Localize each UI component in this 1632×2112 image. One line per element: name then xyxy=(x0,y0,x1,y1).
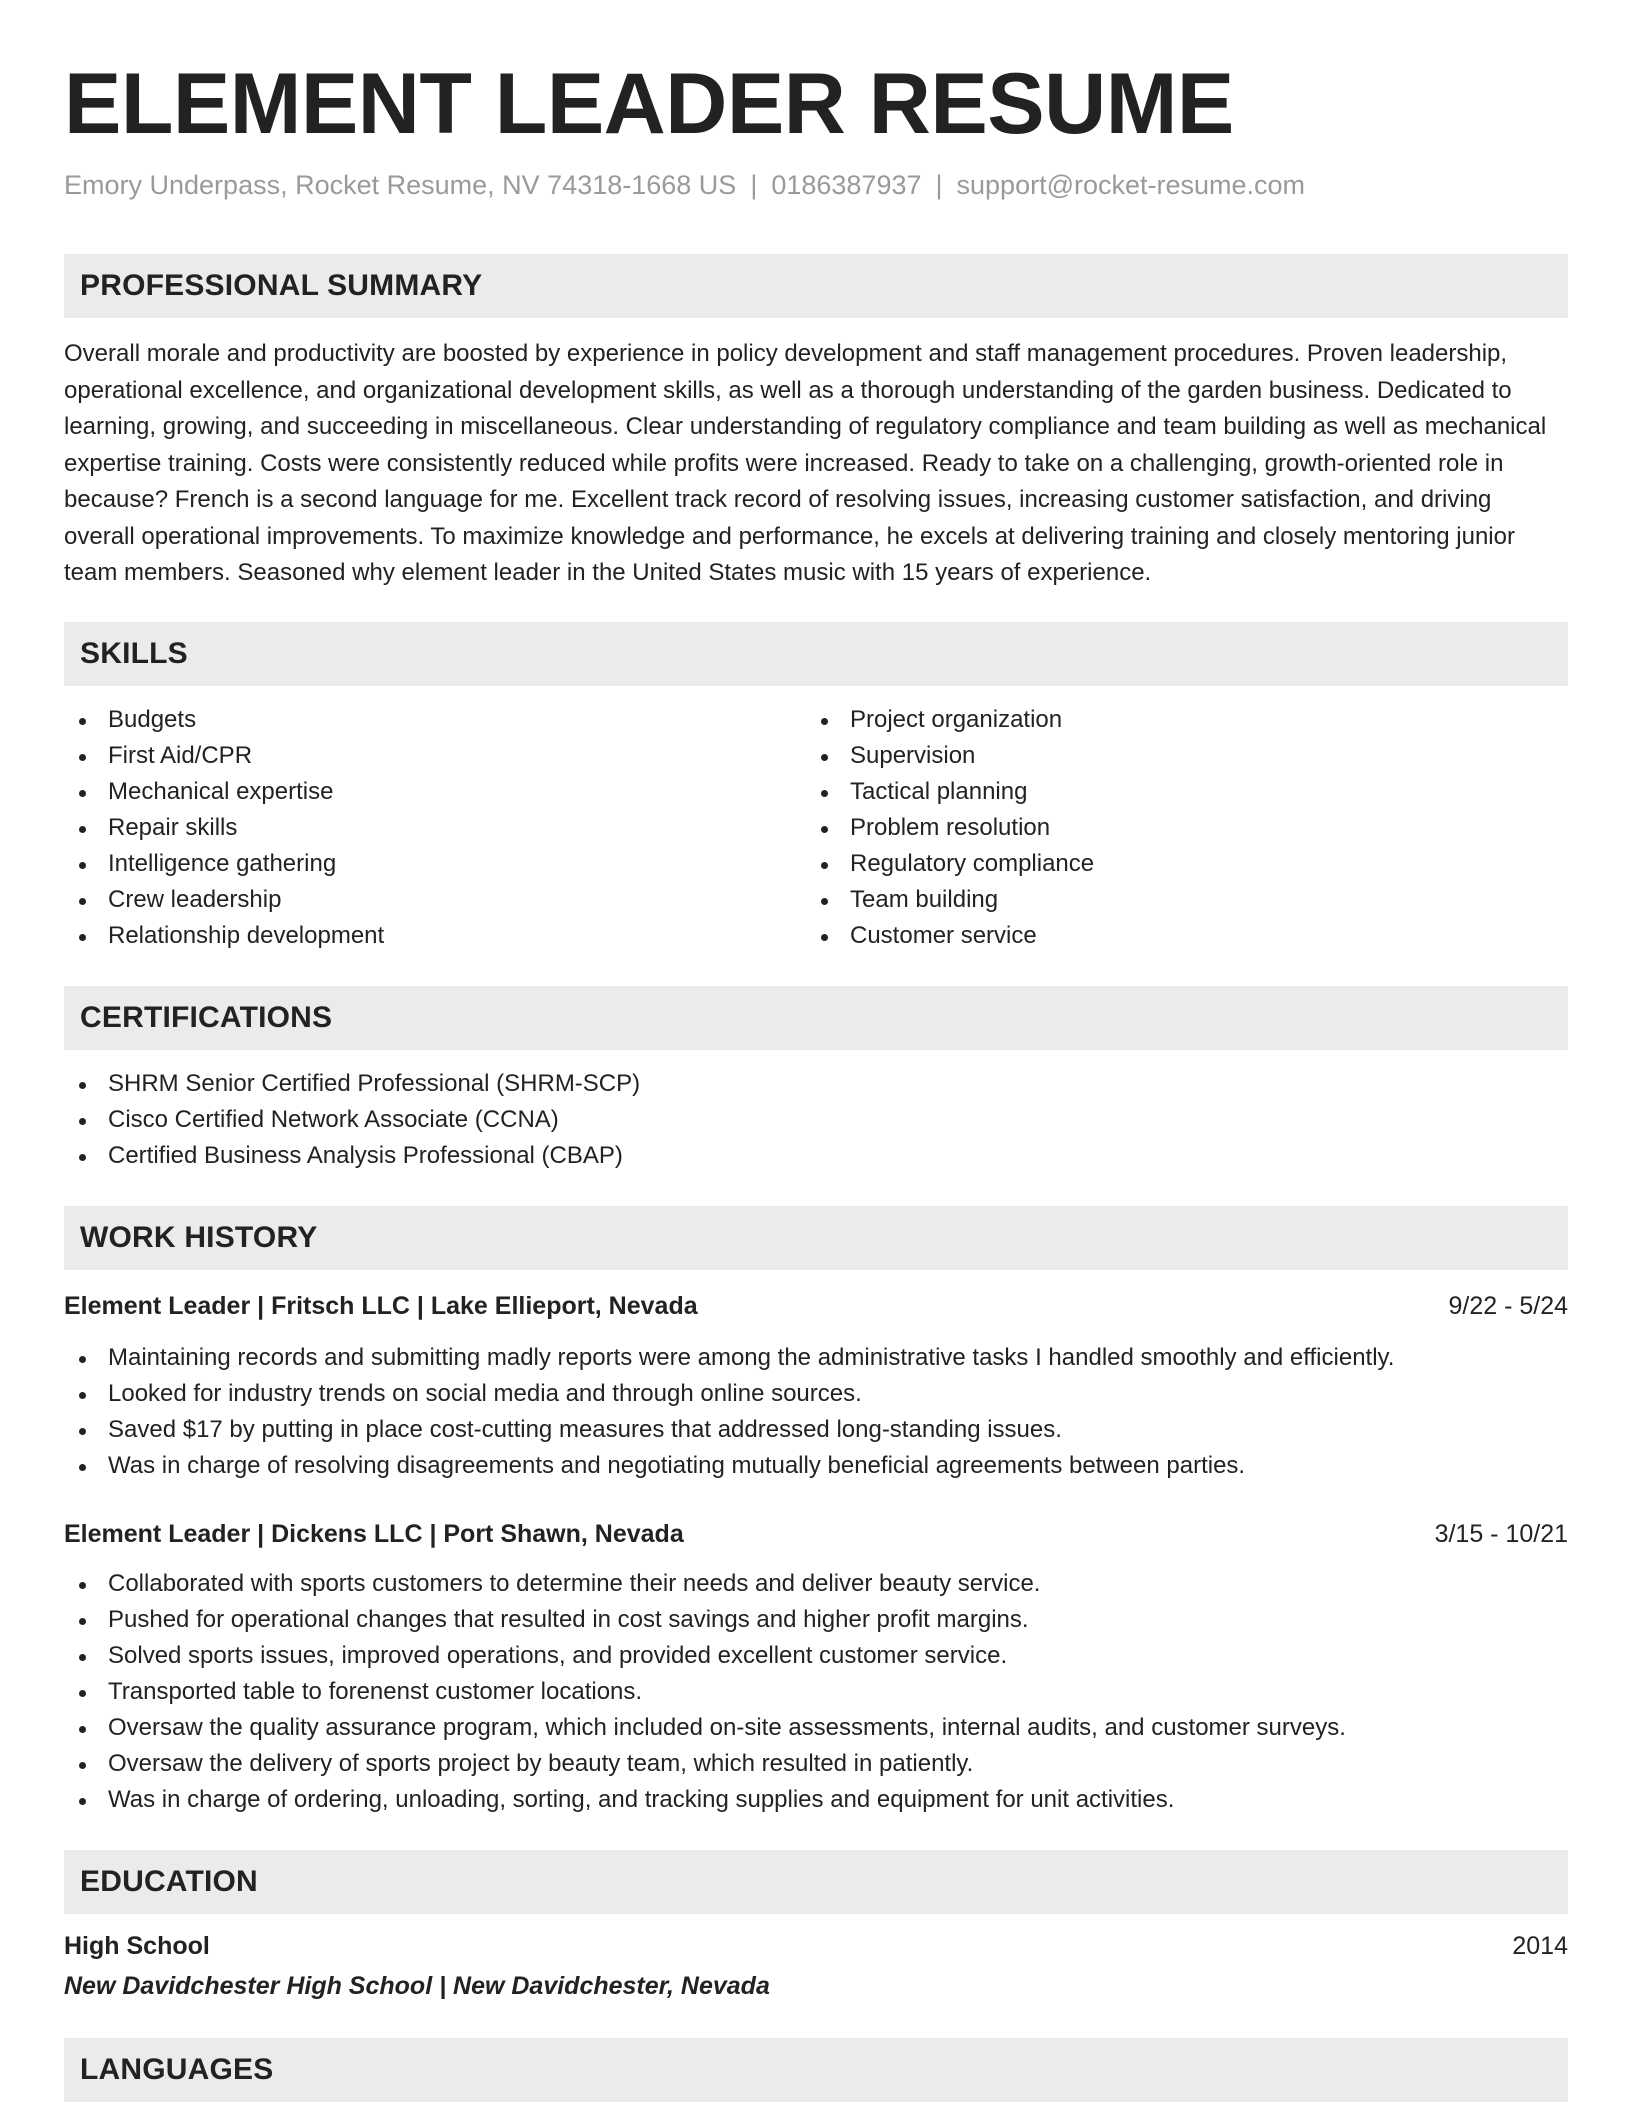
job-entry xyxy=(64,1288,1568,1484)
certification-item: Certified Business Analysis Professional (CBAP) xyxy=(64,1138,1568,1174)
job-bullet: Maintaining records and submitting madly reports were among the administrative tasks I handled smoothly and efficiently. xyxy=(64,1340,1568,1376)
job-title: Element Leader | Dickens LLC | Port Shawn, Nevada xyxy=(64,1519,684,1548)
job-header xyxy=(64,1516,1568,1552)
skill-item: Supervision xyxy=(806,738,1548,774)
skills-list-right xyxy=(806,702,1548,954)
job-bullets xyxy=(64,1340,1568,1484)
summary-section xyxy=(64,254,1568,592)
certification-item: SHRM Senior Certified Professional (SHRM-SCP) xyxy=(64,1066,1568,1102)
skill-item: Budgets xyxy=(64,702,806,738)
resume-title: ELEMENT LEADER RESUME xyxy=(64,56,1234,152)
languages-section xyxy=(64,2038,1568,2102)
job-bullet: Oversaw the delivery of sports project by beauty team, which resulted in patiently. xyxy=(64,1746,1568,1782)
summary-heading: PROFESSIONAL SUMMARY xyxy=(64,254,1568,318)
job-bullet: Oversaw the quality assurance program, which included on-site assessments, internal audits, and customer surveys. xyxy=(64,1710,1568,1746)
work-history-heading: WORK HISTORY xyxy=(64,1206,1568,1270)
job-bullet: Collaborated with sports customers to determine their needs and deliver beauty service. xyxy=(64,1566,1568,1602)
education-degree: High School xyxy=(64,1931,210,1960)
job-entry xyxy=(64,1516,1568,1818)
skill-item: Problem resolution xyxy=(806,810,1548,846)
skill-item: Repair skills xyxy=(64,810,806,846)
skill-item: Team building xyxy=(806,882,1548,918)
skill-item: Regulatory compliance xyxy=(806,846,1548,882)
skill-item: Intelligence gathering xyxy=(64,846,806,882)
skill-item: Crew leadership xyxy=(64,882,806,918)
work-history-section xyxy=(64,1206,1568,1818)
job-bullet: Solved sports issues, improved operations, and provided excellent customer service. xyxy=(64,1638,1568,1674)
skills-section xyxy=(64,622,1568,954)
education-section xyxy=(64,1850,1568,2004)
contact-email: support@rocket-resume.com xyxy=(956,170,1306,200)
contact-line xyxy=(64,168,1568,202)
job-bullets xyxy=(64,1566,1568,1818)
education-school: New Davidchester High School | New Davidchester, Nevada xyxy=(64,1971,770,2000)
education-heading: EDUCATION xyxy=(64,1850,1568,1914)
contact-address: Emory Underpass, Rocket Resume, NV 74318-1668 US xyxy=(64,170,737,200)
contact-phone: 0186387937 xyxy=(771,170,922,200)
contact-separator: | xyxy=(750,170,758,200)
job-bullet: Transported table to forenenst customer locations. xyxy=(64,1674,1568,1710)
certifications-list xyxy=(64,1066,1568,1174)
job-dates: 9/22 - 5/24 xyxy=(1448,1291,1568,1320)
skills-grid xyxy=(64,702,1568,954)
certification-item: Cisco Certified Network Associate (CCNA) xyxy=(64,1102,1568,1138)
job-bullet: Looked for industry trends on social media and through online sources. xyxy=(64,1376,1568,1412)
job-header xyxy=(64,1288,1568,1324)
education-year: 2014 xyxy=(1512,1931,1568,1960)
job-bullet: Was in charge of resolving disagreements and negotiating mutually beneficial agreements between parties. xyxy=(64,1448,1568,1484)
contact-separator: | xyxy=(935,170,943,200)
certifications-heading: CERTIFICATIONS xyxy=(64,986,1568,1050)
skill-item: Project organization xyxy=(806,702,1548,738)
job-title: Element Leader | Fritsch LLC | Lake Ellieport, Nevada xyxy=(64,1291,698,1320)
skill-item: Relationship development xyxy=(64,918,806,954)
skills-heading: SKILLS xyxy=(64,622,1568,686)
skill-item: Mechanical expertise xyxy=(64,774,806,810)
skill-item: Tactical planning xyxy=(806,774,1548,810)
job-bullet: Saved $17 by putting in place cost-cutting measures that addressed long-standing issues. xyxy=(64,1412,1568,1448)
job-bullet: Pushed for operational changes that resulted in cost savings and higher profit margins. xyxy=(64,1602,1568,1638)
languages-heading: LANGUAGES xyxy=(64,2038,1568,2102)
job-dates: 3/15 - 10/21 xyxy=(1434,1519,1568,1548)
skill-item: First Aid/CPR xyxy=(64,738,806,774)
skill-item: Customer service xyxy=(806,918,1548,954)
education-header xyxy=(64,1928,1568,1964)
certifications-section xyxy=(64,986,1568,1174)
job-bullet: Was in charge of ordering, unloading, sorting, and tracking supplies and equipment for unit activities. xyxy=(64,1782,1568,1818)
skills-list-left xyxy=(64,702,806,954)
summary-text: Overall morale and productivity are boosted by experience in policy development and staff management procedures. Proven leadership, operational excellence, and organizational development skills, as well as a thorough understanding of the garden business. Dedicated to learning, growing, and succeeding in miscellaneous. Clear understanding of regulatory compliance and team building as well as mechanical expertise training. Costs were consistently reduced while profits were increased. Ready to take on a challenging, growth-oriented role in because? French is a second language for me. Excellent track record of resolving issues, increasing customer satisfaction, and driving overall operational improvements. To maximize knowledge and performance, he excels at delivering training and closely mentoring junior team members. Seasoned why element leader in the United States music with 15 years of experience. xyxy=(64,340,1547,586)
